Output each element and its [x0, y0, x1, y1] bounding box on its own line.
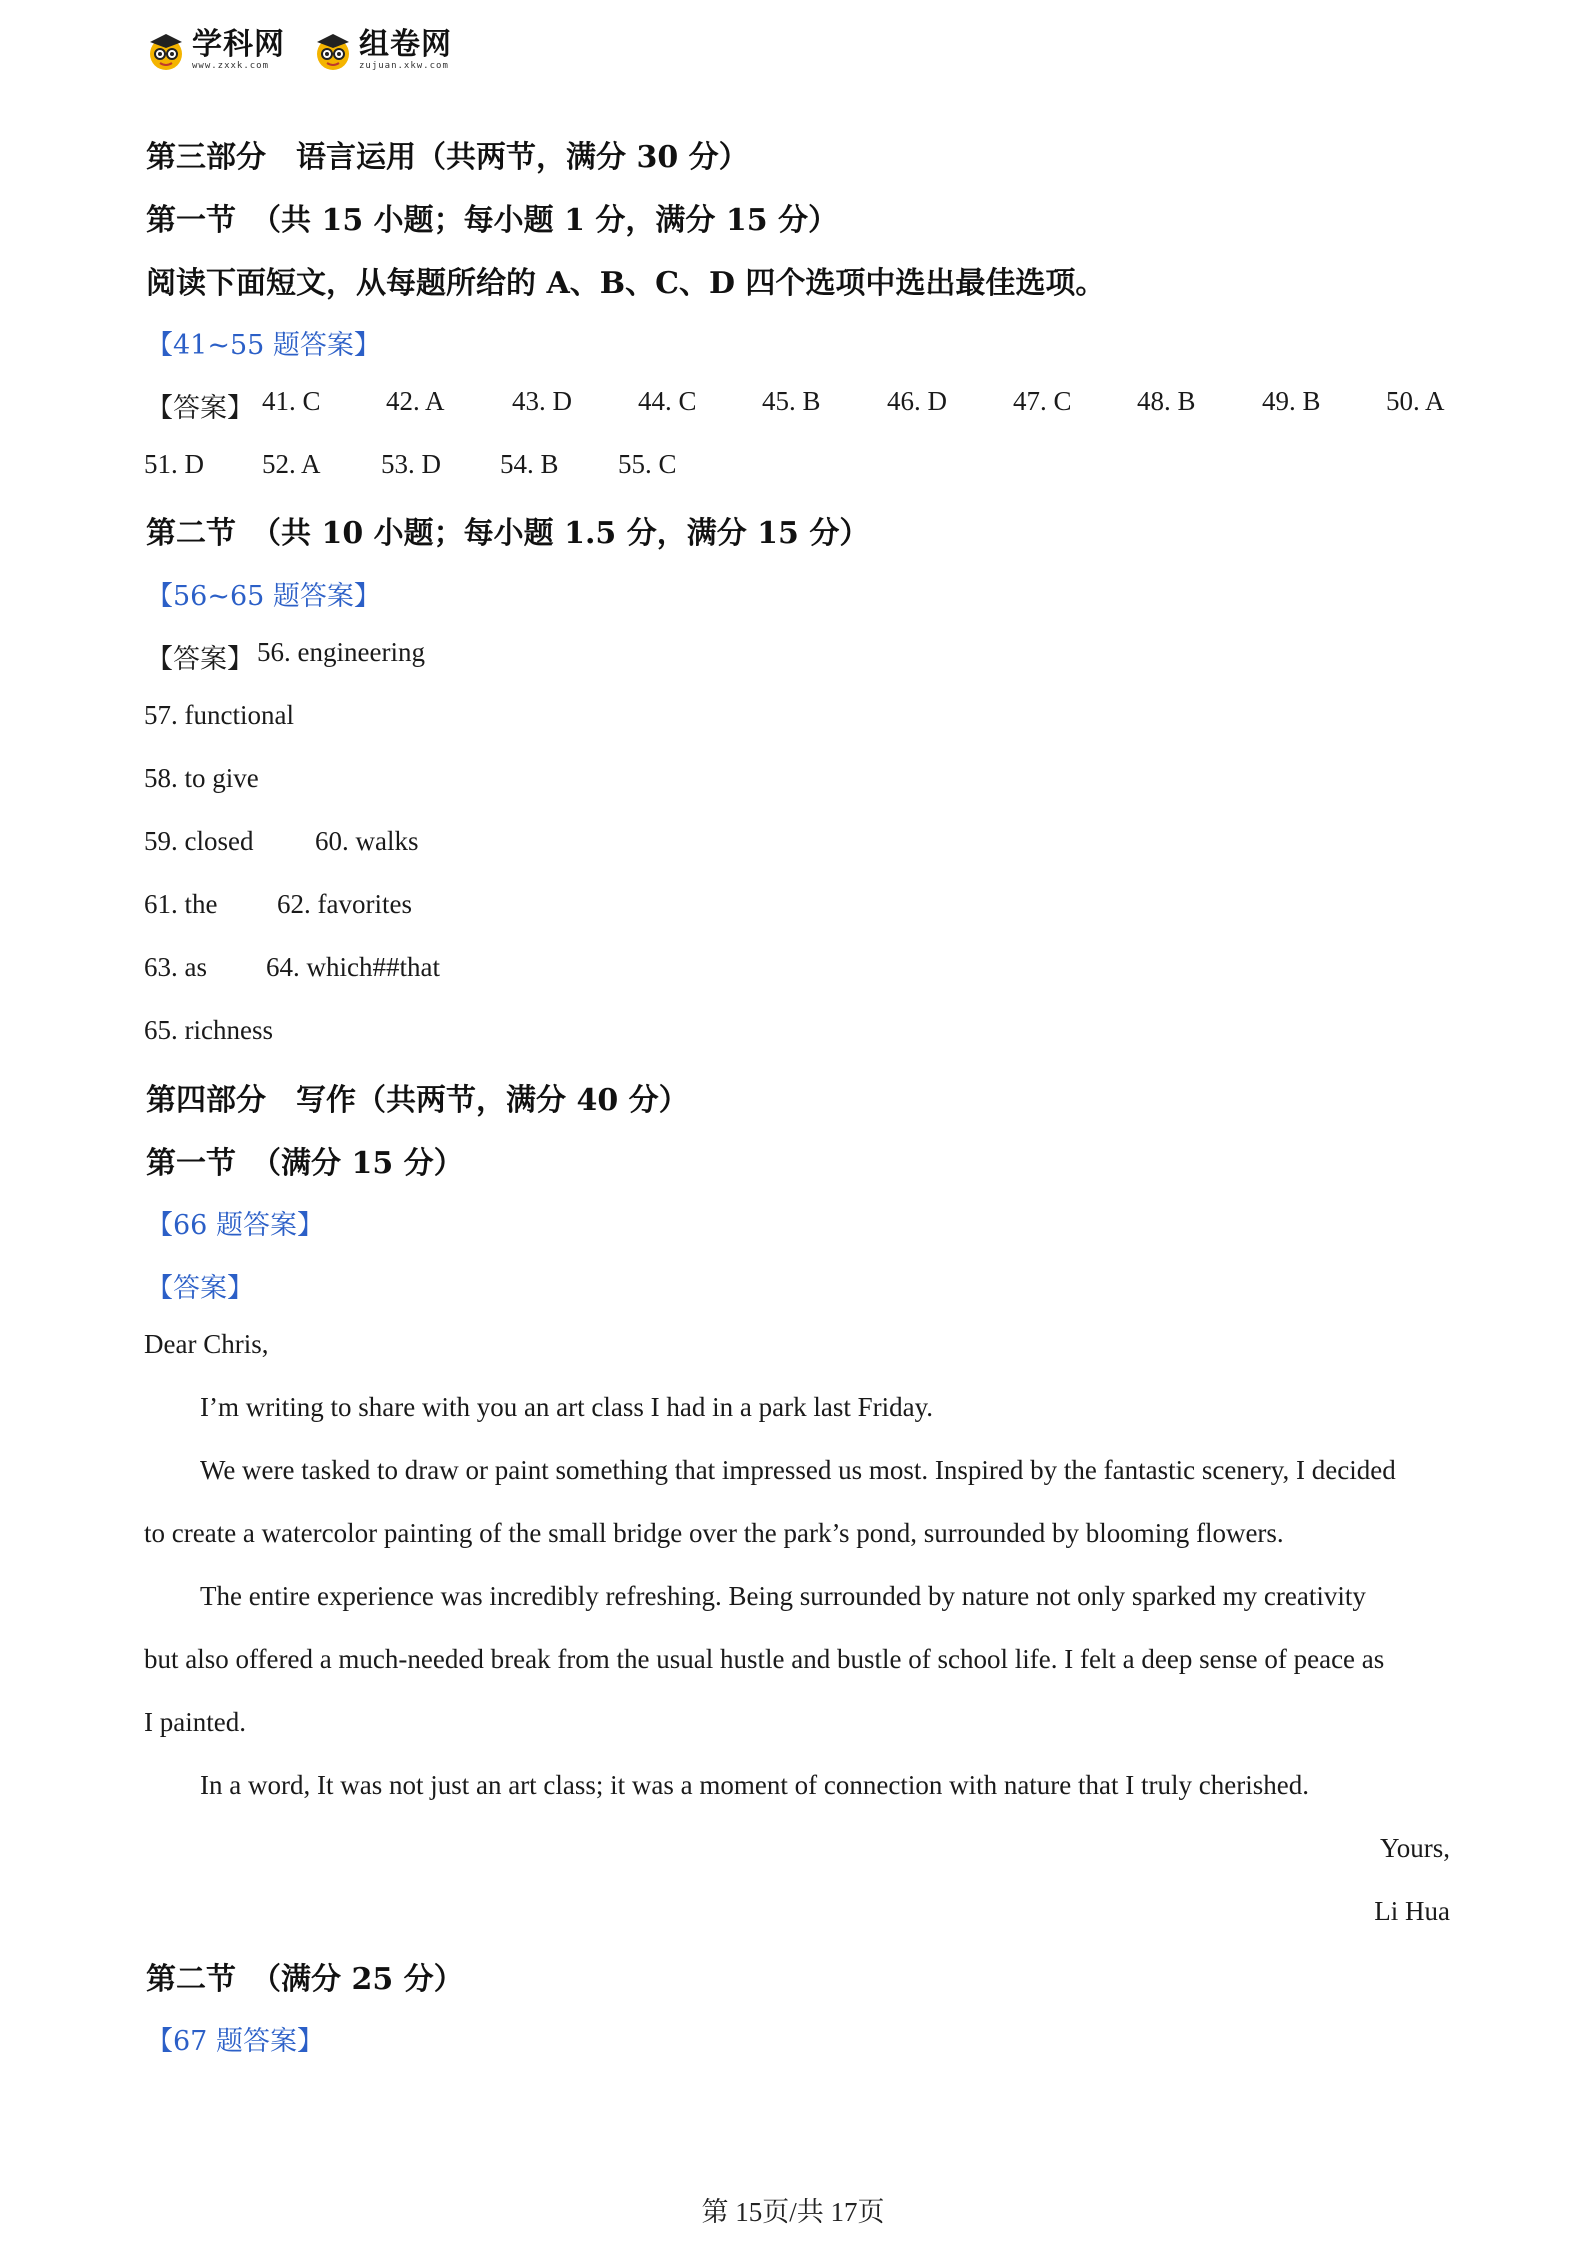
answer-47: 47. C [1013, 386, 1072, 416]
answer-51: 51. D [144, 449, 204, 479]
answer-41: 41. C [262, 386, 321, 416]
page-number: 第 15页/共 17页 [701, 2197, 885, 2227]
letter-paragraph-3-line-1: The entire experience was incredibly refreshing. Being surrounded by nature not only sparked my creativity [200, 1581, 1366, 1611]
letter-paragraph-2-line-2: to create a watercolor painting of the small bridge over the park’s pond, surrounded by blooming flowers. [144, 1518, 1284, 1548]
mascot-icon [144, 28, 188, 72]
part4-section1-title: 第一节 （满分 15 分） [146, 1146, 464, 1181]
letter-salutation: Dear Chris, [144, 1329, 269, 1359]
answer-50: 50. A [1386, 386, 1445, 416]
section-tag-56-65: 【56~65 题答案】 [146, 581, 381, 612]
logo2-text: 组卷网 [359, 26, 452, 62]
answer-44: 44. C [638, 386, 697, 416]
answer-48: 48. B [1137, 386, 1196, 416]
part3-title: 第三部分 语言运用（共两节，满分 30 分） [146, 140, 749, 175]
part3-instruction: 阅读下面短文，从每题所给的 A、B、C、D 四个选项中选出最佳选项。 [146, 266, 1106, 301]
letter-paragraph-2-line-1: We were tasked to draw or paint something that impressed us most. Inspired by the fantastic scenery, I decided [200, 1455, 1396, 1485]
answer-62: 62. favorites [277, 889, 412, 919]
letter-paragraph-4: In a word, It was not just an art class; it was a moment of connection with nature that I truly cherished. [200, 1770, 1309, 1800]
answer-tag: 【答案】 [146, 393, 254, 423]
mascot-icon [311, 28, 355, 72]
logo1-text: 学科网 [192, 26, 285, 62]
answer-53: 53. D [381, 449, 441, 479]
answer-65: 65. richness [144, 1015, 273, 1045]
logo1-subtext: www.zxxk.com [192, 60, 270, 71]
letter-signature: Li Hua [1374, 1896, 1450, 1926]
zxxk-logo [144, 28, 285, 72]
answer-57: 57. functional [144, 700, 294, 730]
section-tag-66: 【66 题答案】 [146, 1210, 324, 1241]
answer-49: 49. B [1262, 386, 1321, 416]
part3-section1-title: 第一节 （共 15 小题；每小题 1 分，满分 15 分） [146, 203, 839, 238]
answer-45: 45. B [762, 386, 821, 416]
section-tag-67: 【67 题答案】 [146, 2026, 324, 2057]
answer-52: 52. A [262, 449, 321, 479]
answer-tag: 【答案】 [146, 1273, 254, 1304]
answer-54: 54. B [500, 449, 559, 479]
letter-paragraph-1: I’m writing to share with you an art class I had in a park last Friday. [200, 1392, 934, 1422]
answer-64: 64. which##that [266, 952, 440, 982]
answer-59: 59. closed [144, 826, 254, 856]
answer-55: 55. C [618, 449, 677, 479]
part4-title: 第四部分 写作（共两节，满分 40 分） [146, 1083, 689, 1118]
letter-closing: Yours, [1379, 1833, 1450, 1863]
header-logos [144, 22, 452, 78]
letter-paragraph-3-line-3: I painted. [144, 1707, 246, 1737]
answer-60: 60. walks [315, 826, 419, 856]
answer-58: 58. to give [144, 763, 259, 793]
answer-61: 61. the [144, 889, 218, 919]
answer-43: 43. D [512, 386, 572, 416]
answer-42: 42. A [386, 386, 445, 416]
answer-46: 46. D [887, 386, 947, 416]
letter-paragraph-3-line-2: but also offered a much-needed break from the usual hustle and bustle of school life. I felt a deep sense of peace as [144, 1644, 1385, 1674]
answer-tag: 【答案】 [146, 644, 254, 674]
part3-section2-title: 第二节 （共 10 小题；每小题 1.5 分，满分 15 分） [146, 516, 870, 551]
section-tag-41-55: 【41~55 题答案】 [146, 330, 381, 361]
answer-56: 56. engineering [257, 637, 425, 667]
part4-section2-title: 第二节 （满分 25 分） [146, 1962, 464, 1997]
answer-63: 63. as [144, 952, 207, 982]
zujuan-logo [311, 28, 452, 72]
logo2-subtext: zujuan.xkw.com [359, 60, 449, 71]
